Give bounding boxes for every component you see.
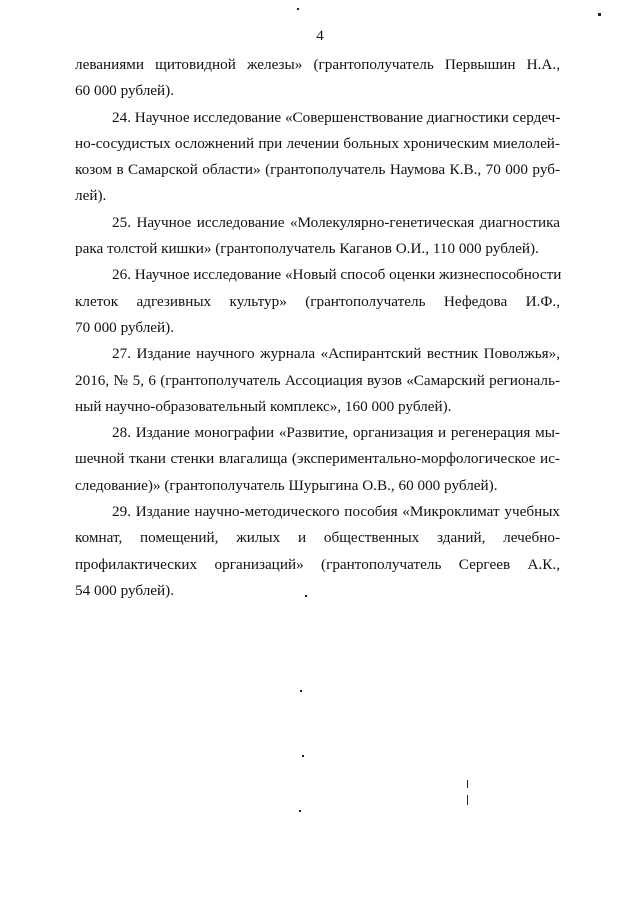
paragraph	[75, 52, 560, 105]
text-line: но-сосудистых осложнений при лечении больных хроническим миелолей-	[75, 134, 560, 152]
scan-speck	[297, 8, 299, 10]
text-line: 29. Издание научно-методического пособия «Микроклимат учебных	[112, 503, 560, 521]
paragraph	[75, 420, 560, 499]
text-line: 28. Издание монографии «Развитие, организация и регенерация мы-	[112, 424, 560, 442]
text-line: клеток адгезивных культур» (грантополучатель Нефедова И.Ф.,	[75, 292, 560, 310]
text-line: 2016, № 5, 6 (грантополучатель Ассоциация вузов «Самарский региональ-	[75, 371, 560, 389]
text-line: лей).	[75, 187, 107, 205]
paragraph	[75, 262, 560, 341]
text-line: 26. Научное исследование «Новый способ оценки жизнеспособности	[112, 266, 562, 284]
scan-speck	[300, 690, 302, 692]
text-line: ный научно-образовательный комплекс», 160 000 рублей).	[75, 397, 452, 415]
text-line: 70 000 рублей).	[75, 318, 174, 336]
scan-speck	[467, 795, 468, 805]
scan-speck	[299, 810, 301, 812]
text-line: рака толстой кишки» (грантополучатель Каганов О.И., 110 000 рублей).	[75, 240, 539, 258]
text-line: следование)» (грантополучатель Шурыгина О.В., 60 000 рублей).	[75, 476, 498, 494]
text-line: леваниями щитовидной железы» (грантополучатель Первышин Н.А.,	[75, 56, 560, 73]
page-number: 4	[316, 28, 324, 44]
text-line: шечной ткани стенки влагалища (экспериментально-морфологическое ис-	[75, 450, 560, 468]
text-line: комнат, помещений, жилых и общественных зданий, лечебно-	[75, 529, 560, 547]
scan-speck	[598, 13, 601, 16]
scan-speck	[467, 780, 468, 788]
text-line: 25. Научное исследование «Молекулярно-генетическая диагностика	[112, 213, 560, 231]
paragraph	[75, 105, 560, 210]
text-line: 27. Издание научного журнала «Аспирантский вестник Поволжья»,	[112, 345, 560, 363]
scan-speck	[302, 755, 304, 757]
scan-speck	[305, 595, 307, 597]
paragraph	[75, 341, 560, 420]
text-line: 24. Научное исследование «Совершенствование диагностики сердеч-	[112, 108, 561, 126]
paragraph	[75, 499, 560, 604]
paragraph	[75, 210, 560, 263]
text-line: 54 000 рублей).	[75, 581, 174, 599]
document-body	[75, 52, 560, 604]
text-line: профилактических организаций» (грантополучатель Сергеев А.К.,	[75, 555, 560, 573]
text-line: 60 000 рублей).	[75, 82, 174, 100]
text-line: козом в Самарской области» (грантополучатель Наумова К.В., 70 000 руб-	[75, 161, 560, 179]
